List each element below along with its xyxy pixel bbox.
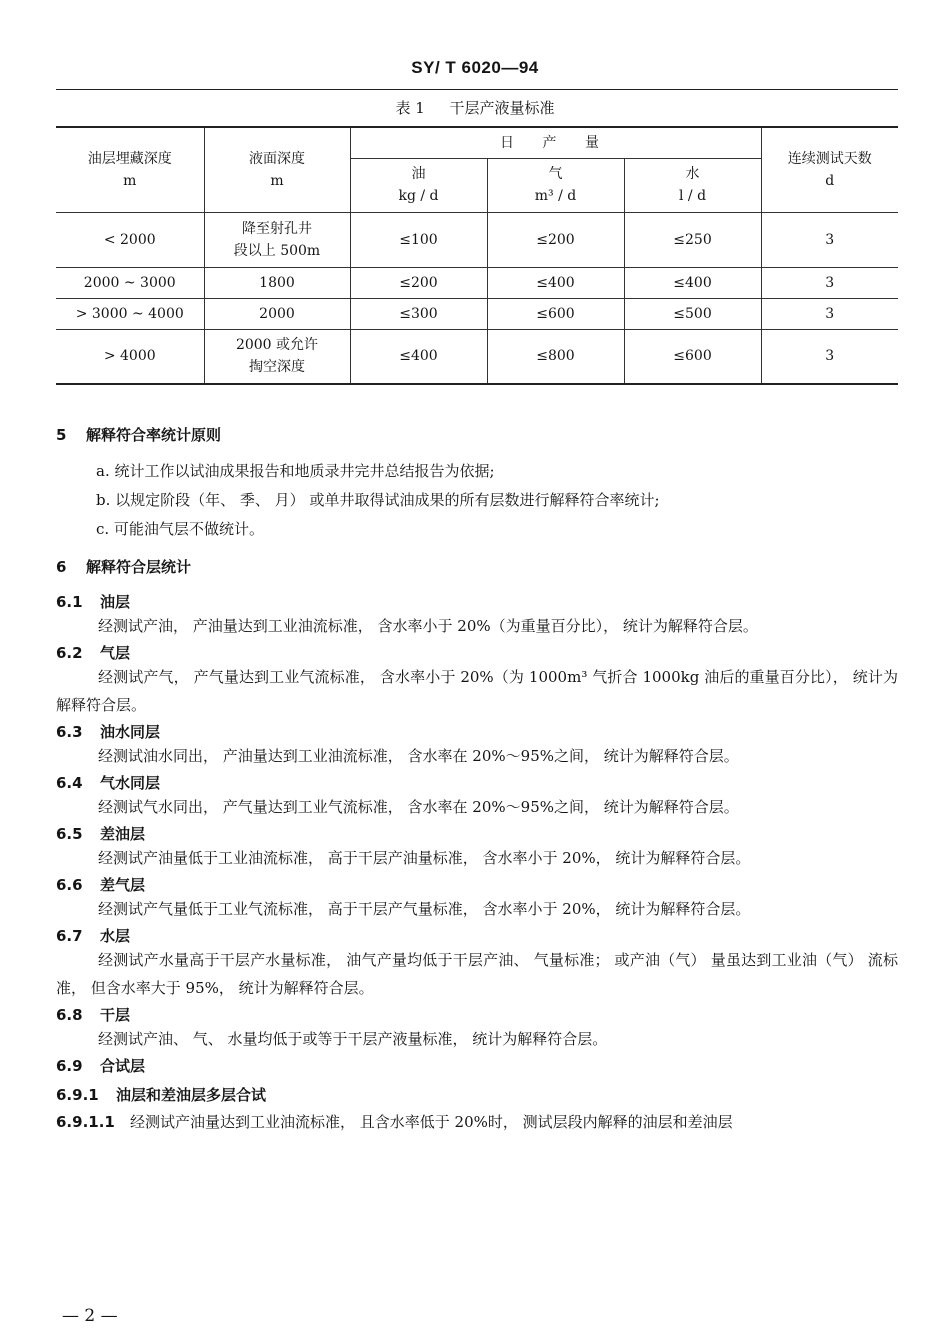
table-row: > 4000 2000 或允许 掏空深度 ≤400 ≤800 ≤600 3 [56,329,898,384]
header-water: 水 l / d [624,158,761,212]
section-5-item-c: c. 可能油气层不做统计。 [96,520,264,538]
section-6-3-heading: 6.3 油水同层 [56,723,161,741]
section-5-heading: 5 解释符合率统计原则 [56,426,222,444]
section-6-5-text: 经测试产油量低于工业油流标准， 高于干层产油量标准， 含水率小于 20%， 统计为解释符合层。 [98,849,751,867]
document-body [56,424,898,1137]
section-6-6-heading: 6.6 差气层 [56,876,146,894]
table-row: < 2000 降至射孔井 段以上 500m ≤100 ≤200 ≤250 3 [56,212,898,267]
section-6-8-text: 经测试产油、 气、 水量均低于或等于干层产液量标准， 统计为解释符合层。 [98,1030,608,1048]
header-gas: 气 m³ / d [487,158,624,212]
section-6-9-1-1: 6.9.1.1 经测试产油量达到工业油流标准， 且含水率低于 20%时， 测试层段内解释的油层和差油层 [56,1113,733,1131]
section-6-4-heading: 6.4 气水同层 [56,774,161,792]
section-6-7-text: 经测试产水量高于干层产水量标准， 油气产量均低于干层产油、 气量标准； 或产油（气） 量虽达到工业油（气） 流标准， 但含水率大于 95%， 统计为解释符合层。 [56,951,898,997]
header-depth: 油层埋藏深度 m [56,127,204,212]
page-number: — 2 — [62,1306,118,1326]
table-number: 表 1 [395,99,425,117]
section-6-1-heading: 6.1 油层 [56,593,131,611]
header-level: 液面深度 m [204,127,350,212]
section-6-3-text: 经测试油水同出， 产油量达到工业油流标准， 含水率在 20%～95%之间， 统计为解释符合层。 [98,747,739,765]
table-row: 2000 ~ 3000 1800 ≤200 ≤400 ≤400 3 [56,267,898,298]
section-6-heading: 6 解释符合层统计 [56,558,192,576]
section-5-item-a: a. 统计工作以试油成果报告和地质录井完井总结报告为依据; [96,462,495,480]
section-6-8-heading: 6.8 干层 [56,1006,131,1024]
section-6-1-text: 经测试产油， 产油量达到工业油流标准， 含水率小于 20%（为重量百分比）， 统计为解释符合层。 [98,617,758,635]
section-6-5-heading: 6.5 差油层 [56,825,146,843]
section-6-2-heading: 6.2 气层 [56,644,131,662]
table-row: > 3000 ~ 4000 2000 ≤300 ≤600 ≤500 3 [56,298,898,329]
section-6-9-1-heading: 6.9.1 油层和差油层多层合试 [56,1086,267,1104]
section-6-6-text: 经测试产气量低于工业气流标准， 高于干层产气量标准， 含水率小于 20%， 统计为解释符合层。 [98,900,751,918]
section-5-item-b: b. 以规定阶段（年、 季、 月） 或单井取得试油成果的所有层数进行解释符合率统计; [96,491,660,509]
section-6-7-heading: 6.7 水层 [56,927,131,945]
header-test-days: 连续测试天数 d [761,127,898,212]
section-6-2-text: 经测试产气， 产气量达到工业气流标准， 含水率小于 20%（为 1000m³ 气折合 1000kg 油后的重量百分比）， 统计为解释符合层。 [56,668,898,714]
section-6-9-1-1-text: 经测试产油量达到工业油流标准， 且含水率低于 20%时， 测试层段内解释的油层和差油层 [130,1113,733,1131]
header-daily-output: 日 产 量 [350,127,761,158]
table-caption [0,97,950,118]
table-title: 干层产液量标准 [449,99,555,117]
section-6-4-text: 经测试气水同出， 产气量达到工业气流标准， 含水率在 20%～95%之间， 统计为解释符合层。 [98,798,739,816]
document-header: SY/ T 6020—94 [411,58,539,77]
dry-layer-standard-table [56,126,898,385]
section-6-9-heading: 6.9 合试层 [56,1057,146,1075]
header-rule [56,89,898,90]
header-oil: 油 kg / d [350,158,487,212]
